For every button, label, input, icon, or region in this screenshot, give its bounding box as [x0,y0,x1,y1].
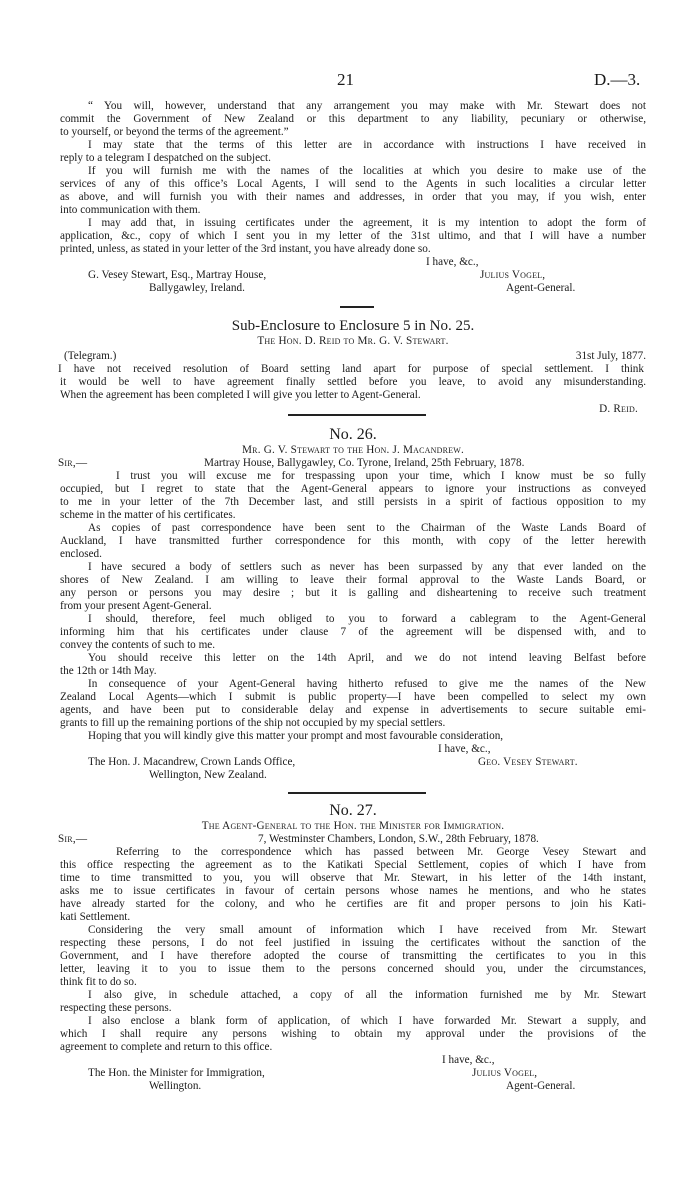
paragraph-line: commit the Government of New Zealand or this department to any liability, pecuniary or otherwise, [60,113,646,125]
paragraph-line: In consequence of your Agent-General having hitherto refused to give me the names of the New [88,678,646,690]
paragraph-line: the 12th or 14th May. [60,665,157,677]
paragraph-line: it would be well to have agreement finally settled before you leave, to avoid any misunderstanding. [60,376,646,388]
paragraph-line: I have secured a body of settlers such as never has been surpassed by any that ever landed on the [88,561,646,573]
section-title: Sub-Enclosure to Enclosure 5 in No. 25. [231,318,475,334]
paragraph-line: Considering the very small amount of information which I have received from Mr. Stewart [88,924,646,936]
letter-subtitle: Mr. G. V. Stewart to the Hon. J. Macandrew. [242,444,464,456]
paragraph-line: reply to a telegram I despatched on the subject. [60,152,271,164]
paragraph-line: time to time transmitted to you, you will observe that Mr. Stewart, in his letter of the 14th instant, [60,872,646,884]
paragraph-line: which I shall require any persons wishing to obtain my approval under the provisions of the [60,1028,646,1040]
paragraph-line: I also give, in schedule attached, a copy of all the information furnished me by Mr. Stewart [88,989,646,1001]
paragraph-line: shores of New Zealand. I am willing to leave their formal approval to the Waste Lands Board, or [60,574,646,586]
telegram-label: (Telegram.) [64,350,117,362]
addressee-line-1: The Hon. J. Macandrew, Crown Lands Office, [88,756,296,768]
paragraph-line: I trust you will excuse me for trespassing upon your time, which I know must be so fully [116,470,646,482]
paragraph-line: from your present Agent-General. [60,600,212,612]
section-divider [340,306,374,308]
closing: I have, &c., [426,256,479,268]
paragraph-line: respecting these persons, I do not feel justified in issuing the certificates without the sanction of the [60,937,646,949]
paragraph-line: as above, and will furnish you with their names and addresses, in order that you may, if you wish, enter [60,191,646,203]
paragraph-line: grants to fill up the remaining portions of the ship not occupied by my special settlers. [60,717,446,729]
addressee-line-2: Ballygawley, Ireland. [149,282,245,294]
closing: I have, &c., [442,1054,495,1066]
paragraph-line: to yourself, or beyond the terms of the agreement.” [60,126,289,138]
telegram-date: 31st July, 1877. [575,350,646,362]
paragraph-line: scheme in the matter of his certificates. [60,509,236,521]
paragraph-line: As copies of past correspondence have been sent to the Chairman of the Waste Lands Board of [88,522,646,534]
paragraph-line: I may state that the terms of this letter are in accordance with instructions I have received in [88,139,646,151]
page-number: 21 [337,70,354,89]
paragraph-line: informing him that his certificates under clause 7 of the agreement will be dispensed with, and to [60,626,646,638]
letter-number: No. 27. [329,802,377,819]
paragraph-line: If you will furnish me with the names of the localities at which you desire to make use of the [88,165,646,177]
letter-subtitle: The Agent-General to the Hon. the Minister for Immigration. [201,820,505,832]
addressee-line-2: Wellington, New Zealand. [149,769,267,781]
paragraph-line: application, &c., copy of which I sent you in my letter of the 31st ultimo, and that I will have a number [60,230,646,242]
paragraph-line: You should receive this letter on the 14th April, and we do not intend leaving Belfast before [88,652,646,664]
paragraph-line: into communication with them. [60,204,201,216]
paragraph-line: “ You will, however, understand that any arrangement you may make with Mr. Stewart does not [88,100,646,112]
paragraph-line: Hoping that you will kindly give this matter your prompt and most favourable consideration, [88,730,504,742]
paragraph-line: When the agreement has been completed I will give you letter to Agent-General. [60,389,421,401]
signature-name: D. Reid. [599,403,638,415]
paragraph-line: convey the contents of such to me. [60,639,216,651]
paragraph-line: asks me to issue certificates in favour of certain persons whose names he mentions, and who he states [60,885,646,897]
signature-title: Agent-General. [506,1080,576,1092]
paragraph-line: letter, leaving it to you to issue them to the persons concerned should you, under the circumstances, [60,963,646,975]
paragraph-line: this office respecting the agreement as to the Katikati Special Settlement, copies of which I have from [60,859,646,871]
addressee-line-2: Wellington. [149,1080,202,1092]
signature-name: Geo. Vesey Stewart. [478,756,578,768]
closing: I have, &c., [438,743,491,755]
paragraph-line: have already started for the colony, and who he certifies are fit and proper persons to join his Kati- [60,898,646,910]
section-subtitle: The Hon. D. Reid to Mr. G. V. Stewart. [257,335,449,347]
paragraph-line: Referring to the correspondence which has passed between Mr. George Vesey Stewart and [116,846,646,858]
paragraph-line: printed, unless, as stated in your letter of the 3rd instant, you have already done so. [60,243,431,255]
paragraph-line: kati Settlement. [60,911,131,923]
section-divider [288,792,426,794]
paragraph-line: think fit to do so. [60,976,137,988]
letter-number: No. 26. [329,426,377,443]
paragraph-line: Government, and I have therefore adopted the course of transmitting the certificates to you in this [60,950,646,962]
place-date: 7, Westminster Chambers, London, S.W., 28th February, 1878. [258,833,539,845]
salutation: Sir,— [58,457,88,469]
paragraph-line: any person or persons you may desire ; but it is galling and disheartening to receive such treatment [60,587,646,599]
paragraph-line: services of any of this office’s Local Agents, I will send to the Agents in such localities a circular letter [60,178,646,190]
salutation: Sir,— [58,833,88,845]
paragraph-line: agents, and have been put to considerable delay and expense in advertisements to secure suitable emi- [60,704,646,716]
paragraph-line: agreement to complete and return to this office. [60,1041,273,1053]
paragraph-line: occupied, but I regret to state that the Agent-General appears to ignore your instructions as conveyed [60,483,646,495]
signature-name: Julius Vogel, [480,269,546,281]
addressee-line-1: The Hon. the Minister for Immigration, [88,1067,265,1079]
paragraph-line: respecting these persons. [60,1002,172,1014]
paragraph-line: Auckland, I have transmitted further correspondence for this month, with copy of the letter herewith [60,535,646,547]
addressee-line-1: G. Vesey Stewart, Esq., Martray House, [88,269,267,281]
paragraph-line: I also enclose a blank form of application, of which I have forwarded Mr. Stewart a supply, and [88,1015,646,1027]
paragraph-line: Zealand Local Agents—which I submit is public property—I have been compelled to select my own [60,691,646,703]
signature-name: Julius Vogel, [472,1067,538,1079]
paragraph-line: enclosed. [60,548,102,560]
paragraph-line: I have not received resolution of Board setting land apart for purpose of special settlement. I think [58,363,644,375]
section-divider [288,414,426,416]
signature-title: Agent-General. [506,282,576,294]
paragraph-line: I may add that, in issuing certificates under the agreement, it is my intention to adopt the form of [88,217,646,229]
place-date: Martray House, Ballygawley, Co. Tyrone, Ireland, 25th February, 1878. [204,457,525,469]
paragraph-line: I should, therefore, feel much obliged to you to forward a cablegram to the Agent-General [88,613,646,625]
document-reference: D.—3. [594,70,641,89]
paragraph-line: to me in your letter of the 7th December last, and still persists in a spirit of factious opposition to my [60,496,646,508]
